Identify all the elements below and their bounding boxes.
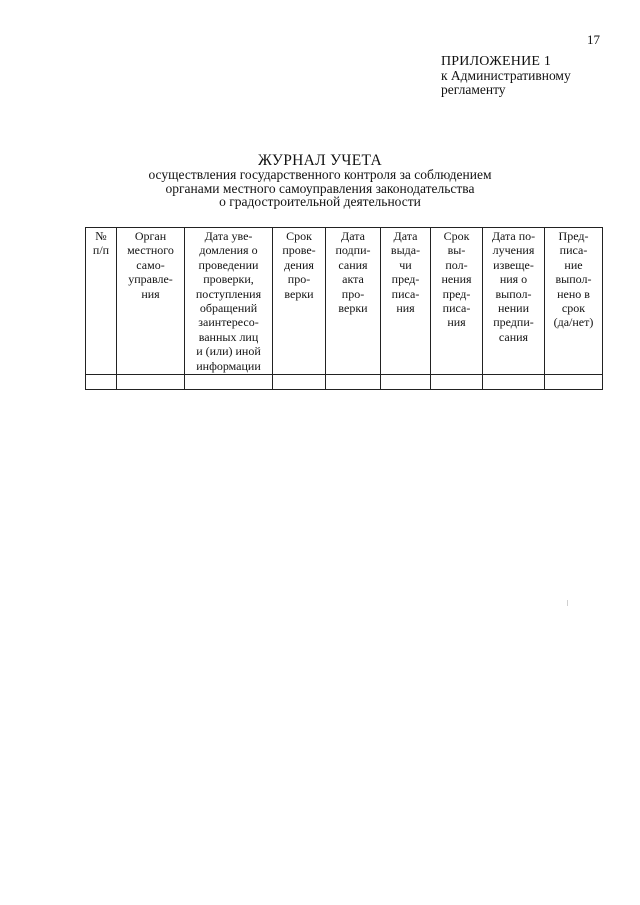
column-header-line: Срок [443,229,470,243]
table-body [86,375,603,390]
column-header-line: ния [396,301,415,316]
document-subtitle [80,168,560,209]
column-header-line: выпол- [495,286,532,301]
table-cell[interactable] [381,375,431,390]
column-header-line: нения [441,272,472,287]
column-header-line: домления о [199,243,258,258]
scan-mark [567,600,568,606]
column-header-line: нено в [557,286,590,301]
column-header-line: проверки, [203,272,254,287]
column-header [117,228,185,375]
column-header-line: извеще- [493,257,534,272]
column-header-line: поступления [195,286,262,301]
column-header-line: пред- [391,272,420,287]
subtitle-line: осуществления государственного контроля за соблюдением [148,167,492,182]
table-cell[interactable] [545,375,603,390]
column-header-line: пред- [442,286,471,301]
table-cell[interactable] [86,375,117,390]
table-cell[interactable] [273,375,326,390]
column-header-line: про- [287,272,311,287]
column-header [545,228,603,375]
column-header [326,228,381,375]
column-header-line: писа- [391,286,420,301]
column-header-line: лучения [492,243,535,258]
column-header-line: местного [127,243,174,258]
column-header-line: верки [338,301,368,316]
table-row [86,375,603,390]
column-header-line: пол- [445,257,468,272]
column-header-line: вы- [447,243,466,258]
column-header-line: писа- [442,301,471,316]
column-header-line: Орган [134,229,167,243]
column-header-line: выда- [390,243,421,258]
column-header-line: Дата [393,229,418,243]
column-header-line: предпи- [493,315,534,330]
column-header-line: выпол- [555,272,592,287]
column-header-line: Срок [286,229,312,243]
column-header-line: сания [498,329,529,344]
column-header-line: прове- [282,243,316,258]
table-cell[interactable] [185,375,273,390]
column-header-line: дения [284,257,314,272]
table-cell[interactable] [326,375,381,390]
column-header-line: сания [338,257,368,272]
column-header [273,228,326,375]
column-header [431,228,483,375]
column-header-line: Дата [341,229,365,243]
document-title: ЖУРНАЛ УЧЕТА [257,152,383,169]
column-header-line: проведении [198,257,259,272]
column-header-line: акта [342,272,364,287]
page-number: 17 [587,32,600,47]
column-header [86,228,117,375]
column-header-line: ния о [499,272,528,287]
table-header-row [86,228,603,375]
column-header-line: управле- [128,272,173,287]
column-header-line: про- [341,286,365,301]
table-cell[interactable] [117,375,185,390]
subtitle-line: органами местного самоуправления законодательства [165,180,475,196]
column-header-line: нении [497,301,529,316]
column-header [185,228,273,375]
column-header-line: ванных лиц [198,329,259,344]
column-header-line: чи [399,257,412,272]
column-header-line: ния [447,315,466,330]
column-header-line: информации [196,358,261,373]
table-cell[interactable] [431,375,483,390]
appendix-line: к Административному [441,68,571,83]
column-header-line: заинтересо- [198,315,259,330]
column-header [381,228,431,375]
column-header-line: Дата по- [491,229,536,243]
column-header [483,228,545,375]
appendix-block [441,55,631,97]
subtitle-line: о градостроительной деятельности [219,194,421,209]
column-header-line: п/п [92,243,110,258]
column-header-line: само- [136,257,165,272]
column-header-line: ния [141,286,160,301]
column-header-line: верки [284,286,314,301]
appendix-title: ПРИЛОЖЕНИЕ 1 [441,54,552,69]
column-header-line: обращений [199,301,258,316]
journal-table [85,227,603,390]
column-header-line: срок [561,301,586,316]
column-header-line: ние [564,257,583,272]
column-header-line: (да/нет) [553,315,594,330]
column-header-line: № [95,229,107,243]
column-header-line: Дата уве- [204,229,253,243]
column-header-line: и (или) иной [196,344,261,359]
appendix-line: регламенту [441,82,506,97]
column-header-line: Пред- [558,229,589,243]
column-header-line: писа- [559,243,588,258]
column-header-line: подпи- [335,243,371,258]
table-cell[interactable] [483,375,545,390]
